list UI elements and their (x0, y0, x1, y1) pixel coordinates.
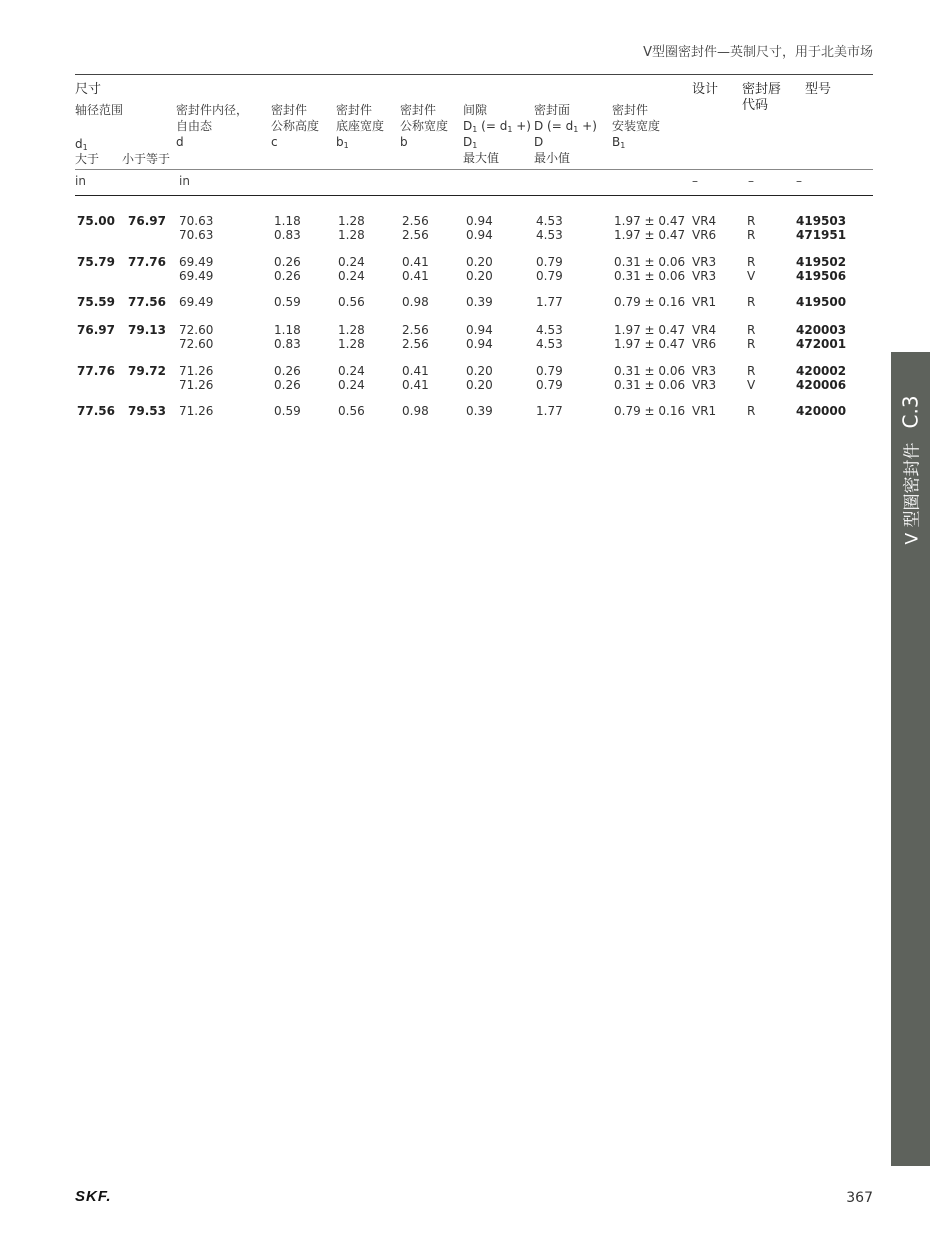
table-value: 0.83 (274, 228, 301, 242)
table-value: V (747, 378, 756, 392)
col-b1-cell (338, 255, 365, 283)
incl-heading: 小于等于 (122, 152, 171, 166)
unit-d: in (179, 174, 190, 188)
table-value: 2.56 (402, 323, 429, 337)
col-lip-cell (747, 214, 755, 242)
col-d-cell (179, 364, 213, 392)
col-b1-cell (338, 364, 365, 392)
table-value: 0.31 ± 0.06 (614, 255, 686, 269)
table-value: 0.79 (536, 269, 563, 283)
table-value: 0.20 (466, 255, 493, 269)
table-value: 0.94 (466, 214, 493, 228)
table-value: VR3 (692, 364, 717, 378)
table-value: 4.53 (536, 214, 563, 228)
col-d-cell (179, 323, 213, 351)
col-gap-cell (466, 255, 493, 283)
table-value: 0.94 (466, 337, 493, 351)
col-b-cell (402, 214, 429, 242)
table-value: 0.79 (536, 255, 563, 269)
table-value: 0.41 (402, 364, 429, 378)
table-value: 1.18 (274, 323, 301, 337)
unit-model: – (796, 174, 802, 188)
table-value: 0.39 (466, 404, 493, 418)
col-lip-cell (747, 255, 755, 283)
shaft-incl: 79.72 (128, 364, 166, 378)
table-value: R (747, 323, 756, 337)
table-value: 70.63 (179, 228, 214, 242)
table-value: VR3 (692, 378, 717, 392)
col-lip-cell (747, 295, 755, 309)
table-value: 0.59 (274, 295, 301, 309)
chapter-code: C.3 (898, 395, 923, 429)
col-b1-cell (338, 404, 365, 418)
table-value: 4.53 (536, 337, 563, 351)
shaft-over: 76.97 (77, 323, 115, 337)
table-value: 420003 (796, 323, 847, 337)
table-value: 1.77 (536, 295, 563, 309)
table-value: 420000 (796, 404, 847, 418)
table-value: 70.63 (179, 214, 214, 228)
table-value: 2.56 (402, 228, 429, 242)
col-gap-cell (466, 295, 493, 309)
table-value: 1.97 ± 0.47 (614, 323, 686, 337)
col-gap-heading: 间隙 $D_1$ (= $d_1$ +) $D_1$ 最大值 (463, 103, 531, 165)
table-value: 0.31 ± 0.06 (614, 378, 686, 392)
table-value: 1.28 (338, 214, 365, 228)
table-value: 420002 (796, 364, 847, 378)
col-B1-heading: 密封件 安装宽度 $B_1$ (612, 103, 661, 150)
shaft-over: 77.56 (77, 404, 115, 418)
table-top-rule (75, 74, 873, 75)
table-value: 420006 (796, 378, 847, 392)
col-b-cell (402, 364, 429, 392)
col-b1-cell (338, 295, 365, 309)
table-value: 2.56 (402, 214, 429, 228)
col-b-cell (402, 323, 429, 351)
table-value: VR4 (692, 323, 717, 337)
col-gap-cell (466, 323, 493, 351)
table-value: R (747, 364, 756, 378)
col-b-heading: 密封件 公称宽度 b (400, 103, 449, 149)
shaft-incl: 79.53 (128, 404, 166, 418)
table-value: 1.77 (536, 404, 563, 418)
shaft-over: 75.59 (77, 295, 115, 309)
table-value: R (747, 295, 756, 309)
table-value: 0.59 (274, 404, 301, 418)
col-c-cell (274, 364, 301, 392)
col-b1-cell (614, 214, 685, 242)
table-value: 0.83 (274, 337, 301, 351)
page-number: 367 (846, 1190, 873, 1206)
col-design-cell (692, 404, 716, 418)
col-d-cell (179, 404, 213, 418)
table-value: 0.41 (402, 269, 429, 283)
table-value: 0.20 (466, 364, 493, 378)
shaft-over: 75.79 (77, 255, 115, 269)
col-model-heading: 型号 (805, 82, 832, 97)
col-lip-heading: 密封唇 代码 (742, 82, 782, 113)
table-value: 1.28 (338, 228, 365, 242)
col-design-cell (692, 364, 716, 392)
col-design-heading: 设计 (692, 82, 719, 97)
table-value: 0.31 ± 0.06 (614, 269, 686, 283)
table-value: VR1 (692, 295, 717, 309)
shaft-incl: 77.56 (128, 295, 166, 309)
table-value: 472001 (796, 337, 847, 351)
table-value: 4.53 (536, 228, 563, 242)
col-b1-cell (614, 404, 685, 418)
table-value: 1.28 (338, 323, 365, 337)
table-value: 419500 (796, 295, 847, 309)
col-model-cell (796, 214, 846, 242)
col-design-cell (692, 214, 716, 242)
col-face-cell (536, 323, 563, 351)
table-value: VR6 (692, 337, 717, 351)
table-value: 0.98 (402, 295, 429, 309)
table-header-rule (75, 195, 873, 196)
col-model-cell (796, 323, 846, 351)
table-value: 0.26 (274, 378, 301, 392)
col-b1-cell (614, 255, 685, 283)
unit-shaft: in (75, 174, 86, 188)
table-value: 0.26 (274, 255, 301, 269)
col-lip-cell (747, 364, 755, 392)
table-value: 0.39 (466, 295, 493, 309)
col-b1-cell (614, 364, 685, 392)
table-value: 1.97 ± 0.47 (614, 214, 686, 228)
running-title: V型圈密封件—英制尺寸，用于北美市场 (643, 45, 873, 60)
col-design-cell (692, 255, 716, 283)
table-value: 1.18 (274, 214, 301, 228)
table-value: VR4 (692, 214, 717, 228)
col-b-cell (402, 295, 429, 309)
col-model-cell (796, 255, 846, 283)
col-model-cell (796, 404, 846, 418)
table-value: VR3 (692, 269, 717, 283)
col-design-cell (692, 295, 716, 309)
table-value: R (747, 228, 756, 242)
table-value: 0.56 (338, 295, 365, 309)
col-d-cell (179, 214, 213, 242)
table-value: VR6 (692, 228, 717, 242)
col-c-cell (274, 214, 301, 242)
header-divider (75, 169, 873, 170)
table-value: 0.20 (466, 378, 493, 392)
shaft-over: 75.00 (77, 214, 115, 228)
table-value: 0.98 (402, 404, 429, 418)
col-c-heading: 密封件 公称高度 c (271, 103, 320, 149)
col-face-cell (536, 255, 563, 283)
shaft-incl: 79.13 (128, 323, 166, 337)
col-c-cell (274, 295, 301, 309)
table-value: 0.31 ± 0.06 (614, 364, 686, 378)
table-value: 0.41 (402, 255, 429, 269)
table-value: 0.79 (536, 378, 563, 392)
col-c-cell (274, 404, 301, 418)
chapter-tab-label: V 型圈密封件C.3 (898, 395, 923, 545)
table-value: 69.49 (179, 269, 214, 283)
col-c-cell (274, 255, 301, 283)
table-value: R (747, 404, 756, 418)
table-value: 0.24 (338, 255, 365, 269)
col-b1-cell (614, 323, 685, 351)
table-value: VR3 (692, 255, 717, 269)
table-value: 0.94 (466, 323, 493, 337)
table-value: 0.24 (338, 378, 365, 392)
table-value: 0.79 ± 0.16 (614, 404, 686, 418)
table-value: 419506 (796, 269, 847, 283)
col-b1-cell (614, 295, 685, 309)
table-value: 471951 (796, 228, 847, 242)
col-b-cell (402, 404, 429, 418)
table-value: 2.56 (402, 337, 429, 351)
col-face-cell (536, 364, 563, 392)
col-gap-cell (466, 364, 493, 392)
col-b1-heading: 密封件 底座宽度 $b_1$ (336, 103, 385, 150)
shaft-incl: 77.76 (128, 255, 166, 269)
unit-lip: – (748, 174, 754, 188)
table-value: 0.79 (536, 364, 563, 378)
table-value: 1.97 ± 0.47 (614, 337, 686, 351)
table-value: V (747, 269, 756, 283)
table-value: 71.26 (179, 404, 214, 418)
table-value: 1.97 ± 0.47 (614, 228, 686, 242)
table-value: 0.26 (274, 364, 301, 378)
col-design-cell (692, 323, 716, 351)
table-value: R (747, 214, 756, 228)
col-lip-cell (747, 404, 755, 418)
shaft-range-heading: 轴径范围 (75, 103, 124, 117)
table-value: 71.26 (179, 364, 214, 378)
table-value: R (747, 255, 756, 269)
table-value: 0.20 (466, 269, 493, 283)
col-lip-cell (747, 323, 755, 351)
col-d-cell (179, 295, 213, 309)
table-value: 0.24 (338, 364, 365, 378)
col-face-cell (536, 214, 563, 242)
col-face-cell (536, 404, 563, 418)
table-value: 69.49 (179, 255, 214, 269)
col-d-cell (179, 255, 213, 283)
col-model-cell (796, 295, 846, 309)
table-value: 0.41 (402, 378, 429, 392)
shaft-over: 77.76 (77, 364, 115, 378)
col-gap-cell (466, 214, 493, 242)
table-value: 72.60 (179, 323, 214, 337)
col-d-heading: 密封件内径， 自由态 d (176, 103, 249, 149)
table-value: 71.26 (179, 378, 214, 392)
table-value: 4.53 (536, 323, 563, 337)
dimensions-heading: 尺寸 (75, 82, 102, 97)
skf-logo: SKF. (75, 1188, 112, 1205)
table-value: R (747, 337, 756, 351)
col-gap-cell (466, 404, 493, 418)
table-value: VR1 (692, 404, 717, 418)
d1-symbol: $d_1$ (75, 137, 88, 152)
col-face-cell (536, 295, 563, 309)
table-value: 72.60 (179, 337, 214, 351)
col-b1-cell (338, 214, 365, 242)
col-c-cell (274, 323, 301, 351)
col-model-cell (796, 364, 846, 392)
table-value: 419503 (796, 214, 847, 228)
shaft-incl: 76.97 (128, 214, 166, 228)
col-b-cell (402, 255, 429, 283)
table-value: 69.49 (179, 295, 214, 309)
table-value: 419502 (796, 255, 847, 269)
table-value: 0.94 (466, 228, 493, 242)
table-value: 1.28 (338, 337, 365, 351)
col-face-heading: 密封面 D (= $d_1$ +) D 最小值 (534, 103, 597, 165)
table-value: 0.26 (274, 269, 301, 283)
table-value: 0.24 (338, 269, 365, 283)
table-value: 0.56 (338, 404, 365, 418)
table-value: 0.79 ± 0.16 (614, 295, 686, 309)
unit-design: – (692, 174, 698, 188)
over-heading: 大于 (75, 152, 100, 166)
col-b1-cell (338, 323, 365, 351)
